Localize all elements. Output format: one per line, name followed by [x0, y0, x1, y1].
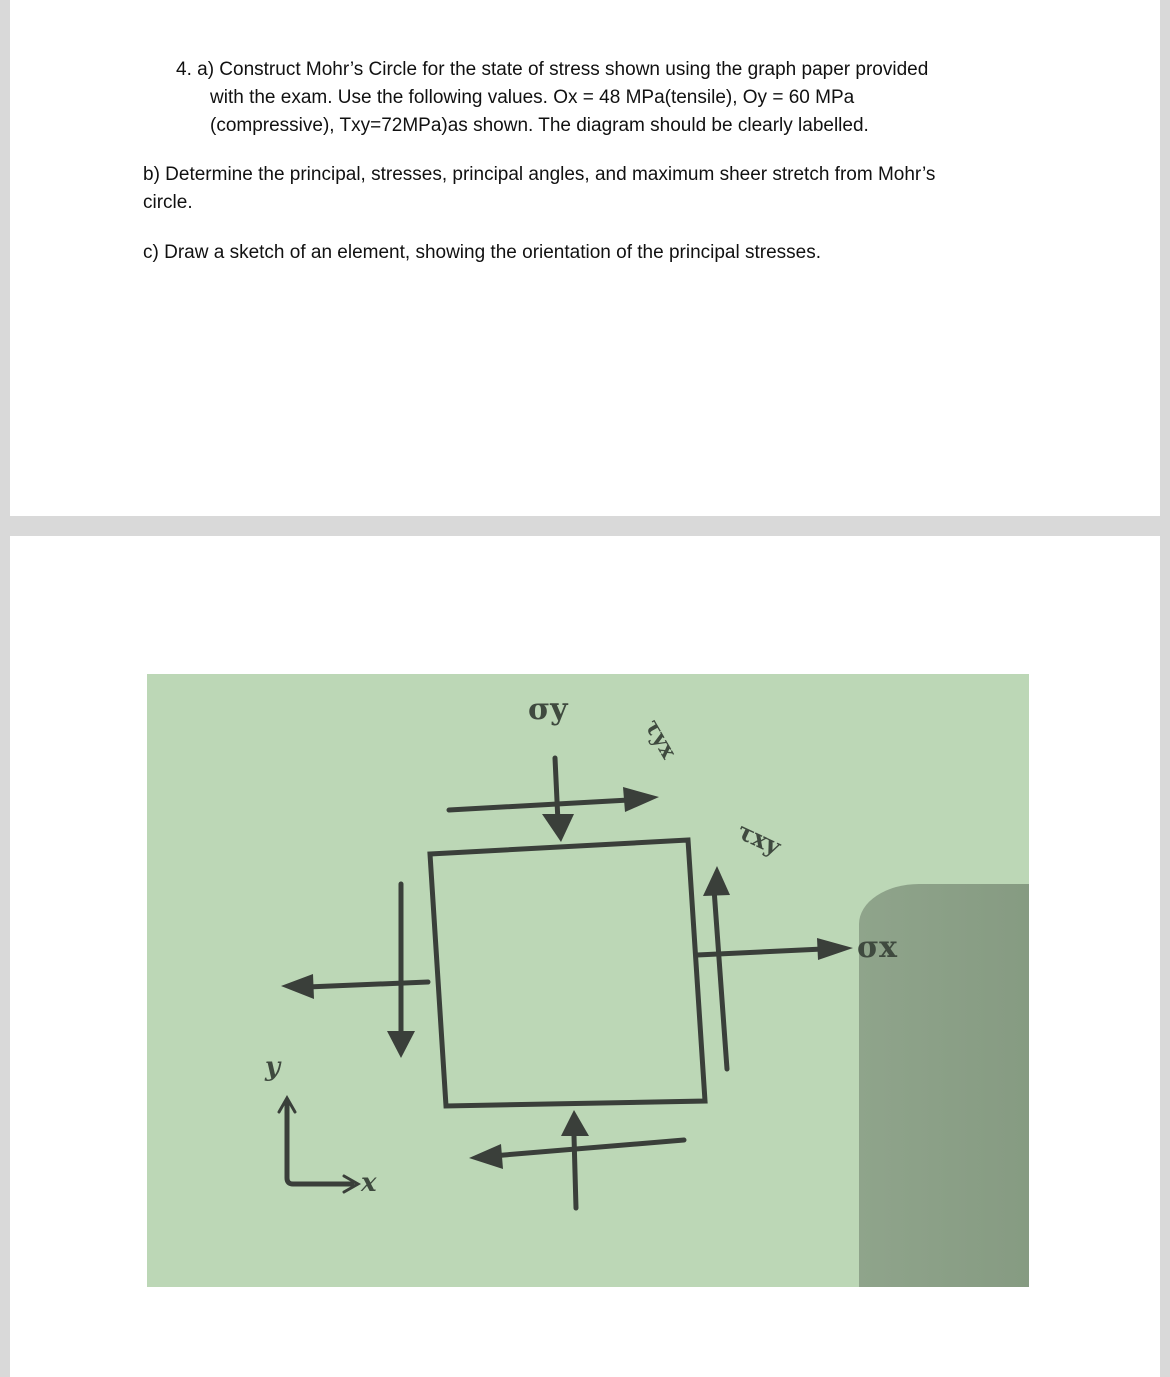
tau-yx-top-arrowhead — [623, 787, 659, 812]
sigma-x-left-arrowhead — [281, 974, 314, 999]
sigma-x-right-arrowhead — [817, 938, 853, 960]
question-4a-line3: (compressive), Txy=72MPa)as shown. The diagram should be clearly labelled. — [210, 115, 869, 136]
question-4b-line2: circle. — [143, 192, 193, 213]
axis-y-label: y — [265, 1052, 281, 1082]
question-4a-line2: with the exam. Use the following values. Ox = 48 MPa(tensile), Oy = 60 MPa — [210, 87, 855, 108]
sigma-y-top-arrowhead — [542, 814, 574, 842]
question-4a-line1: 4. a) Construct Mohr’s Circle for the state of stress shown using the graph paper provided — [176, 59, 929, 80]
question-4c: c) Draw a sketch of an element, showing the orientation of the principal stresses. — [143, 242, 822, 263]
sigma-y-bottom-arrowhead — [561, 1110, 589, 1136]
tau-xy-right-arrowhead — [703, 866, 730, 896]
question-4b-line1: b) Determine the principal, stresses, principal angles, and maximum sheer stretch from Mohr’s — [143, 164, 936, 185]
stress-element-square — [430, 840, 705, 1106]
stress-element-figure — [147, 674, 1029, 1287]
page-two — [10, 536, 1160, 1377]
page-one — [10, 0, 1160, 516]
axis-x-label: x — [361, 1168, 377, 1198]
axis-y-line — [287, 1101, 352, 1184]
sigma-y-bottom-stem — [574, 1136, 576, 1208]
sigma-x-left-line — [307, 982, 428, 987]
sigma-y-label: σy — [528, 692, 568, 727]
tau-yx-label: τyx — [638, 714, 682, 764]
tau-yx-bottom-arrowhead — [469, 1144, 503, 1169]
tau-yx-top-line — [449, 800, 629, 810]
tau-xy-label: τxy — [732, 815, 786, 862]
sigma-x-label: σx — [857, 930, 898, 965]
tau-yx-bottom-line — [492, 1140, 684, 1156]
tau-xy-right-line — [714, 889, 727, 1069]
tau-xy-left-arrowhead — [387, 1031, 415, 1058]
stress-element-diagram — [147, 674, 1029, 1287]
sigma-y-top-stem — [555, 758, 558, 822]
